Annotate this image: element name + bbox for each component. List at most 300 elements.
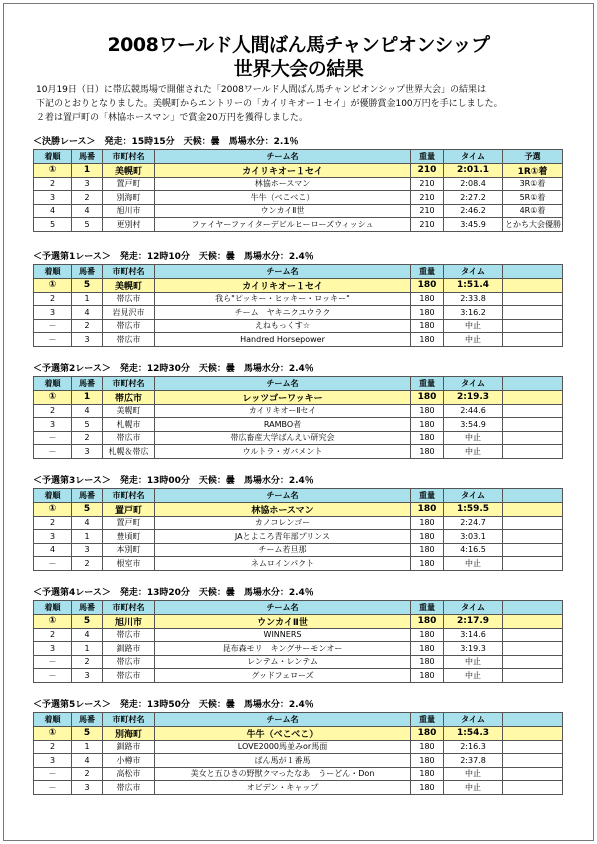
cell-time: 2:33.8 bbox=[444, 292, 503, 306]
cell-team: ネムロインパクト bbox=[155, 557, 411, 571]
cell-weight: 180 bbox=[411, 333, 444, 347]
cell-weight: 180 bbox=[411, 306, 444, 320]
column-header-team: チーム名 bbox=[155, 150, 411, 164]
page-title: 2008ワールド人間ばん馬チャンピオンシップ bbox=[107, 34, 490, 56]
column-header-time: タイム bbox=[444, 377, 503, 391]
cell-time: 2:08.4 bbox=[444, 177, 503, 191]
cell-weight: 210 bbox=[411, 191, 444, 205]
cell-rank: ① bbox=[34, 390, 72, 404]
cell-yosen bbox=[503, 740, 563, 754]
cell-yosen bbox=[503, 306, 563, 320]
cell-rank: ① bbox=[34, 726, 72, 740]
column-header-time: タイム bbox=[444, 265, 503, 279]
cell-town: 岩見沢市 bbox=[103, 306, 155, 320]
cell-rank: － bbox=[34, 669, 72, 683]
cell-weight: 180 bbox=[411, 781, 444, 795]
column-header-time: タイム bbox=[444, 150, 503, 164]
column-header-yosen bbox=[503, 265, 563, 279]
cell-num: 5 bbox=[72, 418, 103, 432]
column-header-team: チーム名 bbox=[155, 489, 411, 503]
cell-team: チーム ヤキニクユウラク bbox=[155, 306, 411, 320]
cell-weight: 180 bbox=[411, 642, 444, 656]
results-table bbox=[33, 264, 563, 347]
cell-yosen bbox=[503, 655, 563, 669]
cell-town: 帯広市 bbox=[103, 292, 155, 306]
cell-time: 1:54.3 bbox=[444, 726, 503, 740]
column-header-team: チーム名 bbox=[155, 265, 411, 279]
cell-num: 4 bbox=[72, 516, 103, 530]
cell-rank: 3 bbox=[34, 530, 72, 544]
cell-weight: 180 bbox=[411, 390, 444, 404]
table-row bbox=[34, 418, 563, 432]
cell-team: RAMBO者 bbox=[155, 418, 411, 432]
cell-town: 帯広市 bbox=[103, 319, 155, 333]
cell-rank: － bbox=[34, 431, 72, 445]
cell-yosen bbox=[503, 390, 563, 404]
race-section bbox=[33, 698, 562, 795]
column-header-town: 市町村名 bbox=[103, 601, 155, 615]
results-table bbox=[33, 712, 563, 795]
cell-weight: 180 bbox=[411, 445, 444, 459]
cell-rank: － bbox=[34, 781, 72, 795]
cell-rank: 4 bbox=[34, 204, 72, 218]
cell-rank: 2 bbox=[34, 516, 72, 530]
table-row bbox=[34, 726, 563, 740]
cell-num: 3 bbox=[72, 781, 103, 795]
cell-town: 帯広市 bbox=[103, 390, 155, 404]
cell-num: 5 bbox=[72, 614, 103, 628]
cell-town: 帯広市 bbox=[103, 431, 155, 445]
cell-weight: 210 bbox=[411, 204, 444, 218]
cell-yosen bbox=[503, 557, 563, 571]
column-header-town: 市町村名 bbox=[103, 265, 155, 279]
table-row bbox=[34, 390, 563, 404]
table-row bbox=[34, 319, 563, 333]
cell-num: 1 bbox=[72, 530, 103, 544]
cell-weight: 180 bbox=[411, 655, 444, 669]
cell-yosen: 3R①着 bbox=[503, 177, 563, 191]
table-row bbox=[34, 669, 563, 683]
cell-rank: 2 bbox=[34, 177, 72, 191]
cell-num: 1 bbox=[72, 390, 103, 404]
race-section bbox=[33, 586, 562, 683]
cell-num: 5 bbox=[72, 218, 103, 232]
column-header-weight: 重量 bbox=[411, 489, 444, 503]
race-section bbox=[33, 250, 562, 347]
table-row bbox=[34, 177, 563, 191]
page-subtitle: 世界大会の結果 bbox=[233, 58, 364, 80]
cell-rank: 3 bbox=[34, 191, 72, 205]
cell-weight: 210 bbox=[411, 163, 444, 177]
cell-team: カイリキオー１セイ bbox=[155, 278, 411, 292]
cell-team: Handred Horsepower bbox=[155, 333, 411, 347]
cell-team: 林協ホースマン bbox=[155, 502, 411, 516]
cell-num: 4 bbox=[72, 306, 103, 320]
cell-time: 3:54.9 bbox=[444, 418, 503, 432]
cell-rank: 3 bbox=[34, 418, 72, 432]
table-header-row bbox=[34, 377, 563, 391]
table-row bbox=[34, 614, 563, 628]
cell-yosen bbox=[503, 543, 563, 557]
cell-town: 旭川市 bbox=[103, 204, 155, 218]
table-row bbox=[34, 530, 563, 544]
cell-town: 美幌町 bbox=[103, 404, 155, 418]
intro-line: ２着は置戸町の「林協ホースマン」で賞金20万円を獲得しました。 bbox=[36, 113, 308, 123]
cell-team: カイリキオー１セイ bbox=[155, 163, 411, 177]
cell-town: 釧路市 bbox=[103, 740, 155, 754]
table-row bbox=[34, 306, 563, 320]
cell-team: チーム若旦那 bbox=[155, 543, 411, 557]
cell-yosen bbox=[503, 418, 563, 432]
cell-team: カノコレンゴー bbox=[155, 516, 411, 530]
cell-team: 林協ホースマン bbox=[155, 177, 411, 191]
cell-time: 2:27.2 bbox=[444, 191, 503, 205]
cell-yosen bbox=[503, 431, 563, 445]
cell-town: 帯広市 bbox=[103, 781, 155, 795]
cell-team: 昆布森モリ キングサーモンオー bbox=[155, 642, 411, 656]
cell-num: 3 bbox=[72, 543, 103, 557]
cell-time: 3:45.9 bbox=[444, 218, 503, 232]
cell-rank: － bbox=[34, 333, 72, 347]
column-header-num: 馬番 bbox=[72, 713, 103, 727]
cell-weight: 180 bbox=[411, 726, 444, 740]
column-header-town: 市町村名 bbox=[103, 713, 155, 727]
table-header-row bbox=[34, 150, 563, 164]
cell-town: 別海町 bbox=[103, 191, 155, 205]
intro-paragraph bbox=[36, 83, 503, 125]
cell-time: 3:14.6 bbox=[444, 628, 503, 642]
cell-weight: 180 bbox=[411, 404, 444, 418]
cell-rank: － bbox=[34, 767, 72, 781]
cell-time: 2:01.1 bbox=[444, 163, 503, 177]
table-row bbox=[34, 767, 563, 781]
table-row bbox=[34, 292, 563, 306]
cell-time: 中止 bbox=[444, 669, 503, 683]
table-row bbox=[34, 781, 563, 795]
cell-team: 帯広畜産大学ばんえい研究会 bbox=[155, 431, 411, 445]
cell-time: 2:17.9 bbox=[444, 614, 503, 628]
cell-weight: 180 bbox=[411, 557, 444, 571]
cell-time: 中止 bbox=[444, 431, 503, 445]
cell-team: えねもっくす☆ bbox=[155, 319, 411, 333]
cell-yosen bbox=[503, 754, 563, 768]
cell-town: 根室市 bbox=[103, 557, 155, 571]
table-row bbox=[34, 655, 563, 669]
cell-town: 札幌＆帯広 bbox=[103, 445, 155, 459]
column-header-time: タイム bbox=[444, 713, 503, 727]
cell-team: グッドフェローズ bbox=[155, 669, 411, 683]
cell-num: 2 bbox=[72, 191, 103, 205]
cell-time: 1:59.5 bbox=[444, 502, 503, 516]
cell-rank: 3 bbox=[34, 306, 72, 320]
table-row bbox=[34, 404, 563, 418]
table-row bbox=[34, 431, 563, 445]
column-header-rank: 着順 bbox=[34, 601, 72, 615]
cell-team: 我ら"ピッキー・ヒッキー・ロッキー" bbox=[155, 292, 411, 306]
cell-team: ばん馬が１番馬 bbox=[155, 754, 411, 768]
cell-team: オビデン・キャップ bbox=[155, 781, 411, 795]
cell-yosen bbox=[503, 319, 563, 333]
cell-num: 2 bbox=[72, 431, 103, 445]
table-row bbox=[34, 516, 563, 530]
column-header-yosen bbox=[503, 489, 563, 503]
cell-num: 2 bbox=[72, 319, 103, 333]
cell-town: 更別村 bbox=[103, 218, 155, 232]
table-row bbox=[34, 642, 563, 656]
cell-team: JAとよころ青年部プリンス bbox=[155, 530, 411, 544]
cell-rank: 3 bbox=[34, 754, 72, 768]
table-row bbox=[34, 218, 563, 232]
cell-rank: 3 bbox=[34, 642, 72, 656]
column-header-weight: 重量 bbox=[411, 713, 444, 727]
column-header-weight: 重量 bbox=[411, 150, 444, 164]
cell-time: 中止 bbox=[444, 781, 503, 795]
cell-time: 2:46.2 bbox=[444, 204, 503, 218]
table-row bbox=[34, 191, 563, 205]
cell-time: 中止 bbox=[444, 767, 503, 781]
column-header-town: 市町村名 bbox=[103, 150, 155, 164]
column-header-rank: 着順 bbox=[34, 265, 72, 279]
cell-time: 2:44.6 bbox=[444, 404, 503, 418]
cell-team: 美女と五ひきの野獣クマったなあ うーどん・Don bbox=[155, 767, 411, 781]
column-header-yosen: 予選 bbox=[503, 150, 563, 164]
cell-town: 豊頃町 bbox=[103, 530, 155, 544]
cell-num: 1 bbox=[72, 292, 103, 306]
cell-weight: 180 bbox=[411, 516, 444, 530]
cell-town: 置戸町 bbox=[103, 502, 155, 516]
cell-yosen bbox=[503, 767, 563, 781]
cell-team: 牛牛（べこべこ） bbox=[155, 726, 411, 740]
race-header: ＜予選第5レース＞ 発走：13時50分 天候：曇 馬場水分：2.4％ bbox=[33, 700, 314, 710]
cell-rank: 2 bbox=[34, 292, 72, 306]
cell-weight: 180 bbox=[411, 669, 444, 683]
table-header-row bbox=[34, 489, 563, 503]
cell-time: 4:16.5 bbox=[444, 543, 503, 557]
cell-team: レッツゴーワッキー bbox=[155, 390, 411, 404]
cell-town: 帯広市 bbox=[103, 669, 155, 683]
cell-time: 3:19.3 bbox=[444, 642, 503, 656]
cell-weight: 180 bbox=[411, 767, 444, 781]
cell-town: 美幌町 bbox=[103, 163, 155, 177]
cell-team: ウンカイⅡ世 bbox=[155, 204, 411, 218]
cell-yosen bbox=[503, 642, 563, 656]
cell-weight: 180 bbox=[411, 418, 444, 432]
cell-town: 釧路市 bbox=[103, 642, 155, 656]
cell-yosen bbox=[503, 628, 563, 642]
column-header-yosen bbox=[503, 601, 563, 615]
cell-rank: 5 bbox=[34, 218, 72, 232]
cell-weight: 180 bbox=[411, 754, 444, 768]
table-row bbox=[34, 754, 563, 768]
cell-num: 4 bbox=[72, 628, 103, 642]
cell-rank: ① bbox=[34, 614, 72, 628]
cell-town: 帯広市 bbox=[103, 655, 155, 669]
cell-yosen bbox=[503, 445, 563, 459]
cell-time: 中止 bbox=[444, 655, 503, 669]
cell-team: カイリキオーⅡセイ bbox=[155, 404, 411, 418]
cell-num: 3 bbox=[72, 445, 103, 459]
cell-num: 5 bbox=[72, 726, 103, 740]
cell-num: 5 bbox=[72, 278, 103, 292]
cell-yosen bbox=[503, 333, 563, 347]
cell-rank: 4 bbox=[34, 543, 72, 557]
results-table bbox=[33, 600, 563, 683]
cell-weight: 180 bbox=[411, 740, 444, 754]
cell-yosen: 5R①着 bbox=[503, 191, 563, 205]
column-header-yosen bbox=[503, 713, 563, 727]
column-header-num: 馬番 bbox=[72, 601, 103, 615]
cell-team: WINNERS bbox=[155, 628, 411, 642]
cell-num: 4 bbox=[72, 404, 103, 418]
intro-line: 下記のとおりとなりました。美幌町からエントリーの「カイリキオー１セイ」が優勝賞金100万円を手にしました。 bbox=[36, 99, 503, 109]
cell-yosen bbox=[503, 502, 563, 516]
cell-weight: 180 bbox=[411, 278, 444, 292]
table-header-row bbox=[34, 713, 563, 727]
cell-town: 高松市 bbox=[103, 767, 155, 781]
cell-town: 札幌市 bbox=[103, 418, 155, 432]
cell-weight: 180 bbox=[411, 530, 444, 544]
cell-num: 1 bbox=[72, 740, 103, 754]
cell-yosen bbox=[503, 278, 563, 292]
race-header: ＜予選第2レース＞ 発走：12時30分 天候：曇 馬場水分：2.4％ bbox=[33, 364, 314, 374]
column-header-rank: 着順 bbox=[34, 489, 72, 503]
race-header: ＜予選第3レース＞ 発走：13時00分 天候：曇 馬場水分：2.4％ bbox=[33, 476, 314, 486]
column-header-num: 馬番 bbox=[72, 489, 103, 503]
race-section bbox=[33, 474, 562, 571]
cell-yosen bbox=[503, 292, 563, 306]
column-header-yosen bbox=[503, 377, 563, 391]
table-row bbox=[34, 333, 563, 347]
cell-town: 置戸町 bbox=[103, 516, 155, 530]
cell-yosen bbox=[503, 530, 563, 544]
cell-town: 別海町 bbox=[103, 726, 155, 740]
column-header-num: 馬番 bbox=[72, 377, 103, 391]
cell-rank: － bbox=[34, 557, 72, 571]
cell-team: レンテム・レンテム bbox=[155, 655, 411, 669]
cell-num: 1 bbox=[72, 163, 103, 177]
cell-rank: － bbox=[34, 445, 72, 459]
cell-yosen: 4R①着 bbox=[503, 204, 563, 218]
cell-weight: 180 bbox=[411, 614, 444, 628]
table-row bbox=[34, 543, 563, 557]
cell-weight: 180 bbox=[411, 292, 444, 306]
cell-yosen: とかち大会優勝 bbox=[503, 218, 563, 232]
column-header-team: チーム名 bbox=[155, 601, 411, 615]
table-row bbox=[34, 204, 563, 218]
cell-weight: 180 bbox=[411, 628, 444, 642]
cell-num: 2 bbox=[72, 767, 103, 781]
table-row bbox=[34, 502, 563, 516]
cell-num: 3 bbox=[72, 669, 103, 683]
cell-time: 2:37.8 bbox=[444, 754, 503, 768]
column-header-num: 馬番 bbox=[72, 265, 103, 279]
cell-time: 中止 bbox=[444, 333, 503, 347]
table-row bbox=[34, 163, 563, 177]
cell-rank: 2 bbox=[34, 404, 72, 418]
cell-num: 2 bbox=[72, 655, 103, 669]
cell-yosen bbox=[503, 516, 563, 530]
cell-time: 中止 bbox=[444, 445, 503, 459]
cell-weight: 180 bbox=[411, 502, 444, 516]
cell-yosen bbox=[503, 669, 563, 683]
table-row bbox=[34, 278, 563, 292]
cell-time: 1:51.4 bbox=[444, 278, 503, 292]
cell-team: ウンカイⅡ世 bbox=[155, 614, 411, 628]
cell-num: 1 bbox=[72, 642, 103, 656]
race-section bbox=[33, 362, 562, 459]
cell-yosen bbox=[503, 614, 563, 628]
cell-time: 2:24.7 bbox=[444, 516, 503, 530]
cell-weight: 210 bbox=[411, 177, 444, 191]
cell-num: 2 bbox=[72, 557, 103, 571]
cell-time: 3:16.2 bbox=[444, 306, 503, 320]
results-table bbox=[33, 149, 563, 232]
cell-yosen bbox=[503, 404, 563, 418]
table-row bbox=[34, 557, 563, 571]
cell-weight: 180 bbox=[411, 431, 444, 445]
column-header-rank: 着順 bbox=[34, 713, 72, 727]
table-row bbox=[34, 740, 563, 754]
column-header-rank: 着順 bbox=[34, 150, 72, 164]
cell-time: 中止 bbox=[444, 319, 503, 333]
cell-team: ウルトラ・ガバメント bbox=[155, 445, 411, 459]
cell-town: 置戸町 bbox=[103, 177, 155, 191]
cell-num: 3 bbox=[72, 333, 103, 347]
race-header: ＜決勝レース＞ 発走：15時15分 天候：曇 馬場水分：2.1％ bbox=[33, 137, 299, 147]
cell-team: LOVE2000馬並みor馬面 bbox=[155, 740, 411, 754]
table-row bbox=[34, 445, 563, 459]
cell-weight: 180 bbox=[411, 543, 444, 557]
cell-town: 美幌町 bbox=[103, 278, 155, 292]
column-header-weight: 重量 bbox=[411, 265, 444, 279]
cell-rank: ① bbox=[34, 502, 72, 516]
cell-yosen bbox=[503, 726, 563, 740]
race-header: ＜予選第4レース＞ 発走：13時20分 天候：曇 馬場水分：2.4％ bbox=[33, 588, 314, 598]
column-header-town: 市町村名 bbox=[103, 489, 155, 503]
race-section bbox=[33, 135, 562, 232]
column-header-weight: 重量 bbox=[411, 377, 444, 391]
cell-rank: － bbox=[34, 655, 72, 669]
cell-town: 旭川市 bbox=[103, 614, 155, 628]
cell-weight: 180 bbox=[411, 319, 444, 333]
results-table bbox=[33, 488, 563, 571]
column-header-time: タイム bbox=[444, 601, 503, 615]
cell-team: ファイヤーファイターデビルヒーローズウィッシュ bbox=[155, 218, 411, 232]
cell-town: 帯広市 bbox=[103, 628, 155, 642]
cell-num: 5 bbox=[72, 502, 103, 516]
column-header-team: チーム名 bbox=[155, 713, 411, 727]
cell-rank: ① bbox=[34, 278, 72, 292]
cell-num: 4 bbox=[72, 754, 103, 768]
cell-rank: － bbox=[34, 319, 72, 333]
cell-town: 本別町 bbox=[103, 543, 155, 557]
column-header-time: タイム bbox=[444, 489, 503, 503]
cell-rank: 2 bbox=[34, 628, 72, 642]
cell-rank: ① bbox=[34, 163, 72, 177]
cell-yosen bbox=[503, 781, 563, 795]
cell-team: 牛牛（べこべこ） bbox=[155, 191, 411, 205]
cell-num: 3 bbox=[72, 177, 103, 191]
column-header-rank: 着順 bbox=[34, 377, 72, 391]
intro-line: 10月19日（日）に帯広競馬場で開催された「2008ワールド人間ばん馬チャンピオンシップ世界大会」の結果は bbox=[36, 85, 486, 95]
cell-time: 3:03.1 bbox=[444, 530, 503, 544]
cell-yosen: 1R①着 bbox=[503, 163, 563, 177]
race-header: ＜予選第1レース＞ 発走：12時10分 天候：曇 馬場水分：2.4％ bbox=[33, 252, 314, 262]
table-header-row bbox=[34, 265, 563, 279]
cell-num: 4 bbox=[72, 204, 103, 218]
table-row bbox=[34, 628, 563, 642]
cell-time: 中止 bbox=[444, 557, 503, 571]
